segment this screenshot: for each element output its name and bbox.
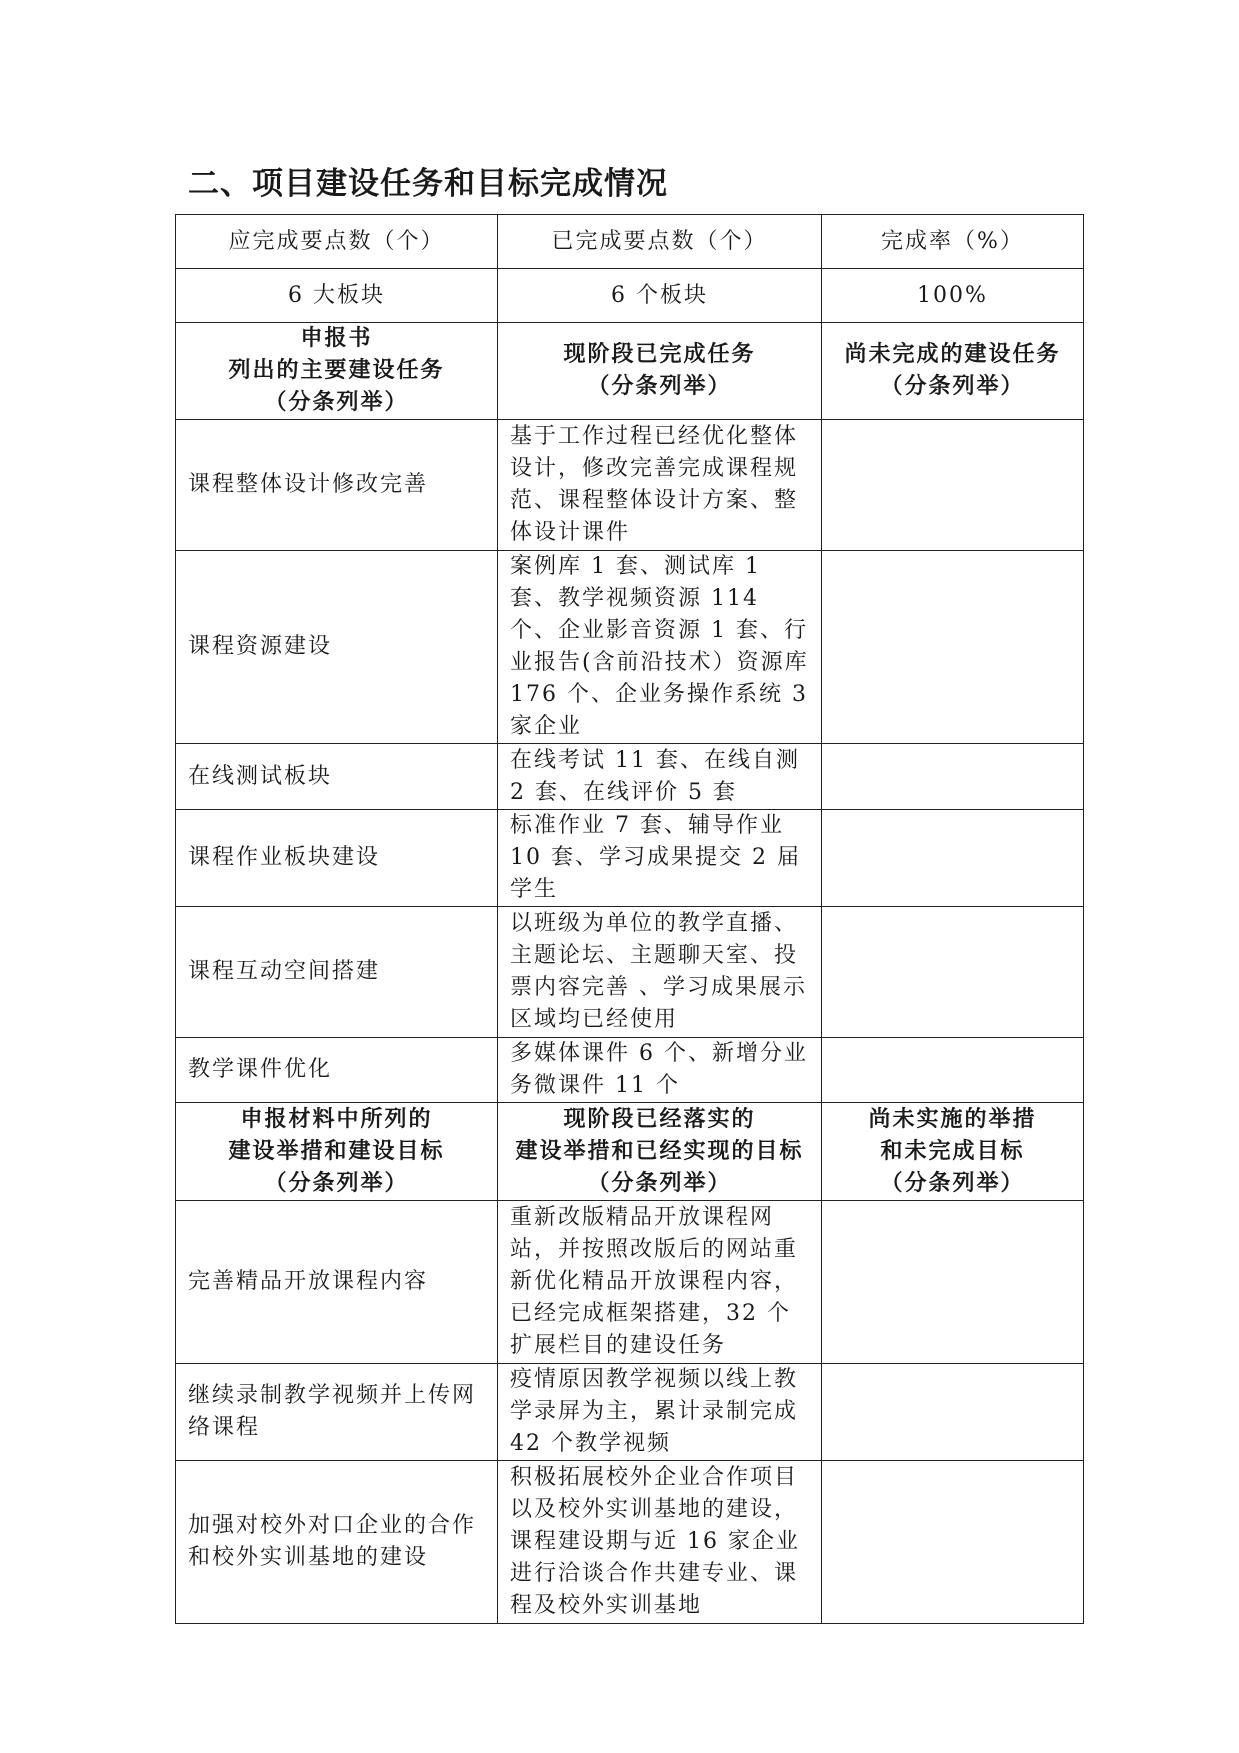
task-pending-cell — [822, 551, 1084, 744]
summary-value-row — [176, 269, 1084, 323]
table-row — [176, 1038, 1084, 1103]
task-pending-cell — [822, 744, 1084, 810]
task-cell: 课程资源建设 — [176, 551, 498, 744]
table-row — [176, 907, 1084, 1038]
table-row — [176, 1461, 1084, 1624]
task-done-cell: 案例库 1 套、测试库 1 套、教学视频资源 114 个、企业影音资源 1 套、行业报告(含前沿技术）资源库 176 个、企业务操作系统 3 家企业 — [498, 551, 822, 744]
task-done-cell: 在线考试 11 套、在线自测 2 套、在线评价 5 套 — [498, 744, 822, 810]
task-cell: 教学课件优化 — [176, 1038, 498, 1103]
task-cell: 课程作业板块建设 — [176, 810, 498, 907]
measure-cell: 加强对校外对口企业的合作和校外实训基地的建设 — [176, 1461, 498, 1624]
table-row — [176, 1201, 1084, 1364]
tasks-header-row — [176, 323, 1084, 420]
completion-table — [175, 214, 1084, 1624]
summary-value-rate: 100% — [822, 269, 1084, 323]
table-row — [176, 1364, 1084, 1461]
tasks-header-planned: 申报书 列出的主要建设任务 （分条列举） — [176, 323, 498, 420]
measures-header-pending: 尚未实施的举措 和未完成目标 （分条列举） — [822, 1103, 1084, 1201]
measure-done-cell: 积极拓展校外企业合作项目以及校外实训基地的建设，课程建设期与近 16 家企业进行洽谈合作共建专业、课程及校外实训基地 — [498, 1461, 822, 1624]
table-row — [176, 744, 1084, 810]
summary-value-required: 6 大板块 — [176, 269, 498, 323]
task-pending-cell — [822, 420, 1084, 551]
task-cell: 课程整体设计修改完善 — [176, 420, 498, 551]
table-row — [176, 551, 1084, 744]
task-pending-cell — [822, 907, 1084, 1038]
summary-header-required: 应完成要点数（个） — [176, 215, 498, 269]
task-done-cell: 标准作业 7 套、辅导作业 10 套、学习成果提交 2 届学生 — [498, 810, 822, 907]
task-cell: 课程互动空间搭建 — [176, 907, 498, 1038]
task-pending-cell — [822, 810, 1084, 907]
measures-header-planned: 申报材料中所列的 建设举措和建设目标 （分条列举） — [176, 1103, 498, 1201]
measure-pending-cell — [822, 1364, 1084, 1461]
section-title: 二、项目建设任务和目标完成情况 — [188, 166, 668, 202]
measure-pending-cell — [822, 1201, 1084, 1364]
summary-header-row — [176, 215, 1084, 269]
measure-done-cell: 重新改版精品开放课程网站，并按照改版后的网站重新优化精品开放课程内容，已经完成框架搭建，32 个扩展栏目的建设任务 — [498, 1201, 822, 1364]
task-done-cell: 以班级为单位的教学直播、主题论坛、主题聊天室、投票内容完善 、学习成果展示区域均已经使用 — [498, 907, 822, 1038]
measure-cell: 继续录制教学视频并上传网络课程 — [176, 1364, 498, 1461]
summary-value-completed: 6 个板块 — [498, 269, 822, 323]
tasks-header-pending: 尚未完成的建设任务 （分条列举） — [822, 323, 1084, 420]
measures-header-row — [176, 1103, 1084, 1201]
table-row — [176, 810, 1084, 907]
tasks-header-done: 现阶段已完成任务 （分条列举） — [498, 323, 822, 420]
task-done-cell: 基于工作过程已经优化整体设计，修改完善完成课程规范、课程整体设计方案、整体设计课件 — [498, 420, 822, 551]
task-done-cell: 多媒体课件 6 个、新增分业务微课件 11 个 — [498, 1038, 822, 1103]
table-row — [176, 420, 1084, 551]
measure-pending-cell — [822, 1461, 1084, 1624]
summary-header-completed: 已完成要点数（个） — [498, 215, 822, 269]
measure-done-cell: 疫情原因教学视频以线上教学录屏为主，累计录制完成 42 个教学视频 — [498, 1364, 822, 1461]
task-cell: 在线测试板块 — [176, 744, 498, 810]
summary-header-rate: 完成率（%） — [822, 215, 1084, 269]
task-pending-cell — [822, 1038, 1084, 1103]
measures-header-done: 现阶段已经落实的 建设举措和已经实现的目标 （分条列举） — [498, 1103, 822, 1201]
measure-cell: 完善精品开放课程内容 — [176, 1201, 498, 1364]
